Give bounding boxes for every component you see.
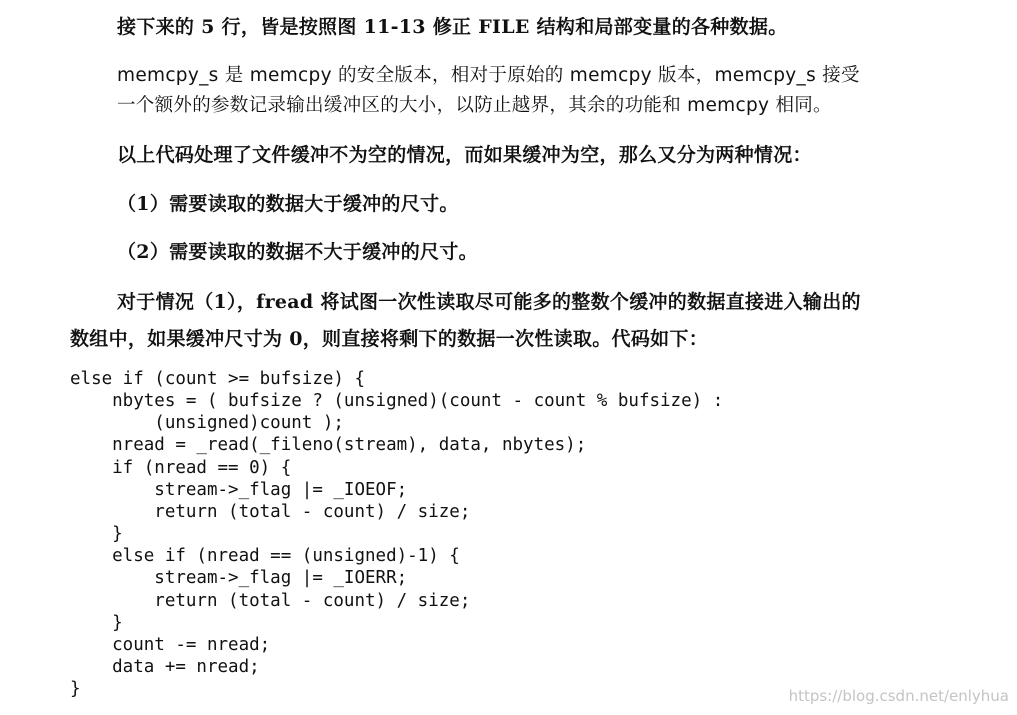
code-line: (unsigned)count ); [70, 413, 344, 434]
code-line: } [70, 524, 123, 545]
code-line: nbytes = ( bufsize ? (unsigned)(count - count % bufsize) : [70, 391, 724, 412]
paragraph-case-1-line-1: 对于情况（1），fread 将试图一次性读取尽可能多的整数个缓冲的数据直接进入输出的 [117, 291, 861, 313]
code-line: stream->_flag |= _IOERR; [70, 568, 408, 589]
code-line: if (nread == 0) { [70, 457, 292, 478]
list-item-case-1: （1）需要读取的数据大于缓冲的尺寸。 [117, 193, 459, 215]
list-item-case-2: （2）需要读取的数据不大于缓冲的尺寸。 [117, 241, 478, 263]
paragraph-buffer-cases: 以上代码处理了文件缓冲不为空的情况，而如果缓冲为空，那么又分为两种情况： [117, 144, 812, 166]
code-line: data += nread; [70, 657, 260, 678]
code-line: count -= nread; [70, 634, 271, 655]
code-line: else if (nread == (unsigned)-1) { [70, 546, 460, 567]
code-line: else if (count >= bufsize) { [70, 369, 366, 389]
watermark-url: https://blog.csdn.net/enlyhua [788, 687, 1009, 705]
code-line: stream->_flag |= _IOEOF; [70, 479, 408, 500]
code-block [70, 368, 723, 700]
paragraph-memcpy-line-2: 一个额外的参数记录输出缓冲区的大小，以防止越界，其余的功能和 memcpy 相同。 [117, 95, 832, 116]
paragraph-case-1-line-2: 数组中，如果缓冲尺寸为 0，则直接将剩下的数据一次性读取。代码如下： [70, 328, 709, 350]
code-line: } [70, 612, 123, 633]
code-line: return (total - count) / size; [70, 501, 471, 522]
paragraph-intro: 接下来的 5 行，皆是按照图 11-13 修正 FILE 结构和局部变量的各种数据。 [117, 16, 788, 38]
code-line: } [70, 679, 81, 700]
code-line: return (total - count) / size; [70, 590, 471, 611]
paragraph-memcpy-line-1: memcpy_s 是 memcpy 的安全版本，相对于原始的 memcpy 版本，memcpy_s 接受 [117, 65, 860, 86]
code-line: nread = _read(_fileno(stream), data, nbytes); [70, 435, 587, 456]
